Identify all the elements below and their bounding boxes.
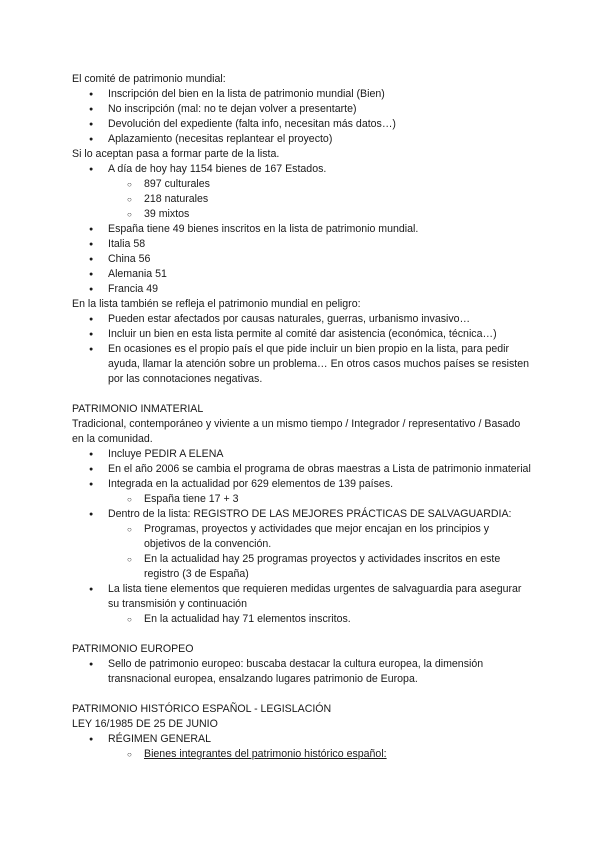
urgent-sublist — [72, 612, 532, 627]
list-item: ● Devolución del expediente (falta info, necesitan más datos…) — [72, 117, 532, 132]
list-item: ● Integrada en la actualidad por 629 elementos de 139 países. — [72, 477, 532, 492]
list-item: ● Sello de patrimonio europeo: buscaba destacar la cultura europea, la dimensión transnacional europea, ensalzando lugares patrimonio de Europa. — [72, 657, 532, 687]
list-item — [72, 747, 532, 762]
list-item: ○ En la actualidad hay 71 elementos inscritos. — [72, 612, 532, 627]
intangible-list — [72, 447, 532, 492]
list-item: ● España tiene 49 bienes inscritos en la lista de patrimonio mundial. — [72, 222, 532, 237]
section-spanish-heading: PATRIMONIO HISTÓRICO ESPAÑOL - LEGISLACIÓN — [72, 703, 332, 715]
list-item: ● China 56 — [72, 252, 532, 267]
intangible-list-register — [72, 507, 532, 522]
law-reference: LEY 16/1985 DE 25 DE JUNIO — [72, 718, 218, 730]
section-intangible-heading: PATRIMONIO INMATERIAL — [72, 403, 204, 415]
list-item: ○ 218 naturales — [72, 192, 532, 207]
list-item: ● En ocasiones es el propio país el que pide incluir un bien propio en la lista, para pedir ayuda, llamar la atención sobre un problema… En otros casos muchos países se resisten por las connotaciones negativas. — [72, 342, 532, 387]
spanish-list — [72, 732, 532, 747]
list-item: ● Inscripción del bien en la lista de patrimonio mundial (Bien) — [72, 87, 532, 102]
list-item: ● Incluir un bien en esta lista permite al comité dar asistencia (económica, técnica…) — [72, 327, 532, 342]
committee-decisions-list — [72, 87, 532, 147]
list-item: ● Pueden estar afectados por causas naturales, guerras, urbanismo invasivo… — [72, 312, 532, 327]
underlined-text: Bienes integrantes del patrimonio histórico español: — [144, 748, 387, 760]
section-world-heritage-title: El comité de patrimonio mundial: — [72, 73, 226, 85]
danger-list — [72, 312, 532, 387]
list-item: ● Dentro de la lista: REGISTRO DE LAS MEJORES PRÁCTICAS DE SALVAGUARDIA: — [72, 507, 532, 522]
list-item: ○ España tiene 17 + 3 — [72, 492, 532, 507]
list-item: ● No inscripción (mal: no te dejan volver a presentarte) — [72, 102, 532, 117]
section-european-heading: PATRIMONIO EUROPEO — [72, 643, 194, 655]
list-item: ● Aplazamiento (necesitas replantear el proyecto) — [72, 132, 532, 147]
intangible-list-urgent — [72, 582, 532, 612]
list-item: ● RÉGIMEN GENERAL — [72, 732, 532, 747]
spanish-sublist — [72, 747, 532, 762]
list-item: ● Italia 58 — [72, 237, 532, 252]
countries-list — [72, 222, 532, 297]
document-body — [72, 72, 532, 762]
list-item: ● Incluye PEDIR A ELENA — [72, 447, 532, 462]
list-item: ○ 39 mixtos — [72, 207, 532, 222]
list-item: ○ 897 culturales — [72, 177, 532, 192]
list-item: ● A día de hoy hay 1154 bienes de 167 Estados. — [72, 162, 532, 177]
list-item: ● En el año 2006 se cambia el programa de obras maestras a Lista de patrimonio inmaterial — [72, 462, 532, 477]
list-item: ● La lista tiene elementos que requieren medidas urgentes de salvaguardia para asegurar su transmisión y continuación — [72, 582, 532, 612]
register-sublist — [72, 522, 532, 582]
list-item: ● Alemania 51 — [72, 267, 532, 282]
intangible-description: Tradicional, contemporáneo y viviente a un mismo tiempo / Integrador / representativo / Basado en la comunidad. — [72, 418, 521, 445]
european-list — [72, 657, 532, 687]
list-item: ● Francia 49 — [72, 282, 532, 297]
list-item: ○ Programas, proyectos y actividades que mejor encajan en los principios y objetivos de la convención. — [72, 522, 532, 552]
list-item: ○ En la actualidad hay 25 programas proyectos y actividades inscritos en este registro (3 de España) — [72, 552, 532, 582]
accepted-list — [72, 162, 532, 177]
danger-intro: En la lista también se refleja el patrimonio mundial en peligro: — [72, 298, 361, 310]
intangible-sublist-spain — [72, 492, 532, 507]
accepted-line: Si lo aceptan pasa a formar parte de la lista. — [72, 148, 280, 160]
breakdown-list — [72, 177, 532, 222]
